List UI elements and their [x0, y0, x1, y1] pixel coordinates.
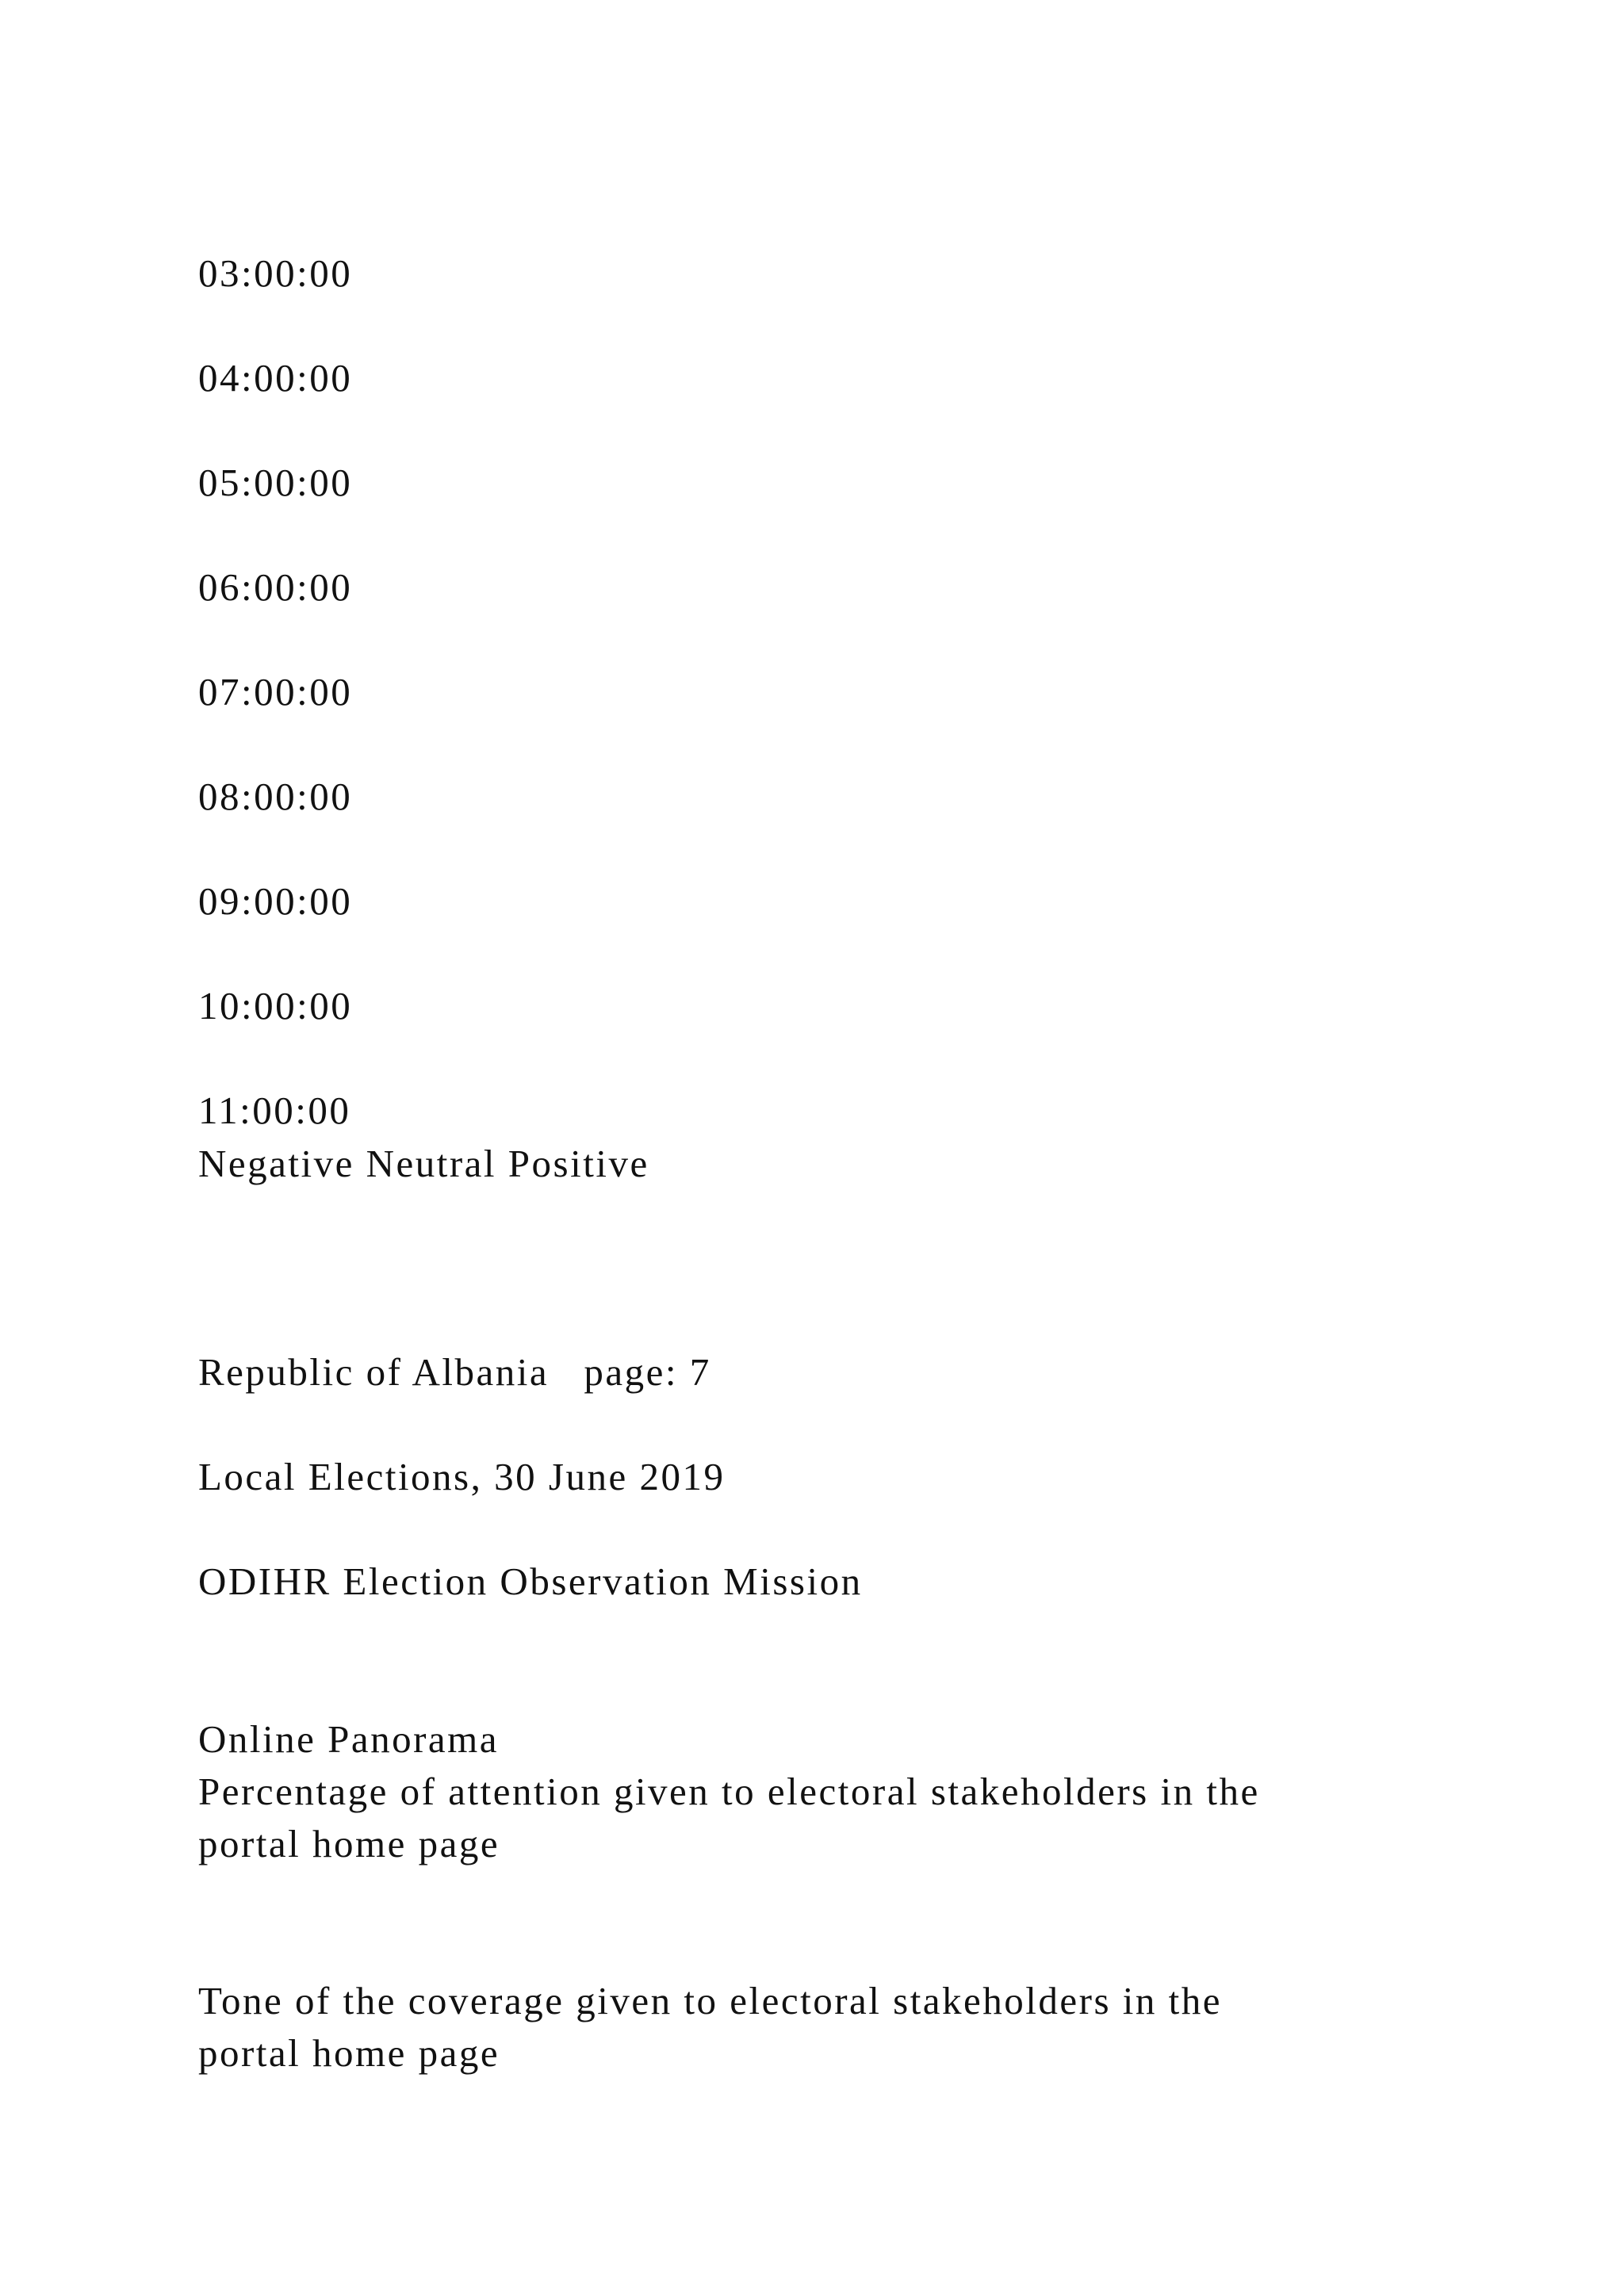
time-label: 08:00:00 [198, 775, 353, 818]
section-title: Online Panorama [198, 1717, 500, 1761]
header-election: Local Elections, 30 June 2019 [198, 1455, 726, 1498]
tone-caption-line-1: Tone of the coverage given to electoral stakeholders in the [198, 1979, 1223, 2022]
tone-caption-line-2: portal home page [198, 2031, 500, 2075]
attention-caption-line-2: portal home page [198, 1822, 500, 1866]
time-label: 10:00:00 [198, 984, 353, 1027]
time-label: 05:00:00 [198, 461, 353, 504]
time-label: 07:00:00 [198, 670, 353, 714]
time-label: 09:00:00 [198, 879, 353, 923]
time-label: 11:00:00 [198, 1089, 351, 1132]
tone-legend: Negative Neutral Positive [198, 1142, 649, 1185]
time-label: 03:00:00 [198, 251, 353, 295]
header-country-page: Republic of Albania page: 7 [198, 1350, 711, 1394]
attention-caption-line-1: Percentage of attention given to electoral stakeholders in the [198, 1770, 1260, 1813]
time-label: 06:00:00 [198, 565, 353, 609]
time-label: 04:00:00 [198, 356, 353, 400]
header-mission: ODIHR Election Observation Mission [198, 1559, 863, 1603]
